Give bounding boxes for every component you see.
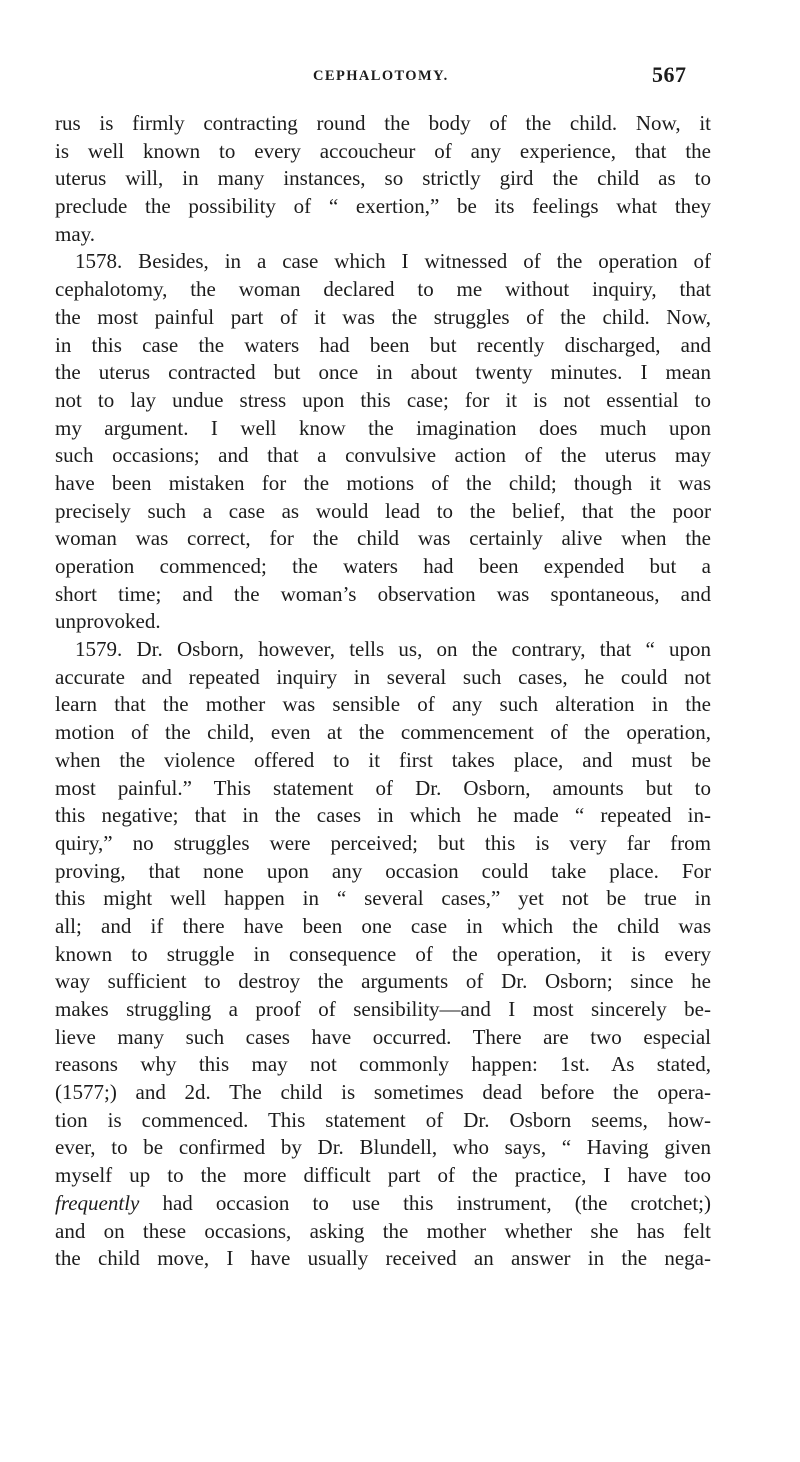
text-line: not to lay undue stress upon this case; for it is not essential to (55, 387, 711, 412)
text-line: myself up to the more difficult part of the practice, I have too (55, 1163, 711, 1188)
text-line: rus is firmly contracting round the body of the child. Now, it (55, 111, 711, 135)
paragraph-1579-start: 1579. Dr. Osborn, however, tells us, on the contrary, that “ upon (75, 637, 711, 662)
text-line: makes struggling a proof of sensibility—and I most sincerely be- (55, 997, 711, 1021)
text-line: uterus will, in many instances, so strictly gird the child as to (55, 166, 711, 191)
running-head (0, 62, 800, 92)
text-line: accurate and repeated inquiry in several such cases, he could not (55, 664, 711, 689)
text-line: most painful.” This statement of Dr. Osborn, amounts but to (55, 775, 711, 800)
text-line: have been mistaken for the motions of the child; though it was (55, 470, 711, 495)
text-line: all; and if there have been one case in which the child was (55, 913, 711, 938)
text-line: reasons why this may not commonly happen: 1st. As stated, (55, 1052, 711, 1077)
paragraph-1578-start: 1578. Besides, in a case which I witnessed of the operation of (75, 249, 711, 274)
text-line: such occasions; and that a convulsive action of the uterus may (55, 443, 711, 468)
text-line: ever, to be confirmed by Dr. Blundell, who says, “ Having given (55, 1135, 711, 1160)
text-line: learn that the mother was sensible of any such alteration in the (55, 692, 711, 717)
text-line: the most painful part of it was the struggles of the child. Now, (55, 304, 711, 329)
text-line-with-italic (55, 1190, 711, 1218)
chapter-title: CEPHALOTOMY. (313, 68, 449, 84)
text-line: operation commenced; the waters had been expended but a (55, 554, 711, 578)
text-line: this negative; that in the cases in which he made “ repeated in- (55, 803, 711, 828)
text-line-rest: had occasion to use this instrument, (the crotchet;) (162, 1190, 711, 1215)
text-line: proving, that none upon any occasion could take place. For (55, 858, 711, 883)
page-number: 567 (652, 62, 687, 87)
text-line: motion of the child, even at the commencement of the operation, (55, 720, 711, 745)
text-line: way sufficient to destroy the arguments of Dr. Osborn; since he (55, 969, 711, 994)
text-line: short time; and the woman’s observation was spontaneous, and (55, 581, 711, 606)
text-line: tion is commenced. This statement of Dr. Osborn seems, how- (55, 1107, 711, 1132)
text-line: in this case the waters had been but recently discharged, and (55, 332, 711, 357)
text-line: my argument. I well know the imagination does much upon (55, 415, 711, 440)
body-text (55, 110, 711, 1273)
text-line: this might well happen in “ several cases,” yet not be true in (55, 886, 711, 911)
text-line: unprovoked. (55, 609, 161, 634)
text-line: and on these occasions, asking the mother whether she has felt (55, 1218, 711, 1243)
text-line: the child move, I have usually received an answer in the nega- (55, 1246, 711, 1271)
text-line: may. (55, 221, 96, 246)
text-line: preclude the possibility of “ exertion,” be its feelings what they (55, 194, 711, 219)
text-line: is well known to every accoucheur of any experience, that the (55, 138, 711, 163)
text-line: the uterus contracted but once in about twenty minutes. I mean (55, 360, 711, 385)
text-line: (1577;) and 2d. The child is sometimes dead before the opera- (55, 1080, 711, 1105)
text-line: cephalotomy, the woman declared to me without inquiry, that (55, 277, 711, 302)
text-line: quiry,” no struggles were perceived; but this is very far from (55, 830, 711, 855)
text-line: woman was correct, for the child was certainly alive when the (55, 526, 711, 551)
text-line: precisely such a case as would lead to the belief, that the poor (55, 498, 711, 523)
text-line: known to struggle in consequence of the operation, it is every (55, 941, 711, 966)
italic-emphasis: frequently (55, 1190, 140, 1215)
text-line: when the violence offered to it first takes place, and must be (55, 747, 711, 772)
text-line: lieve many such cases have occurred. There are two especial (55, 1024, 711, 1049)
